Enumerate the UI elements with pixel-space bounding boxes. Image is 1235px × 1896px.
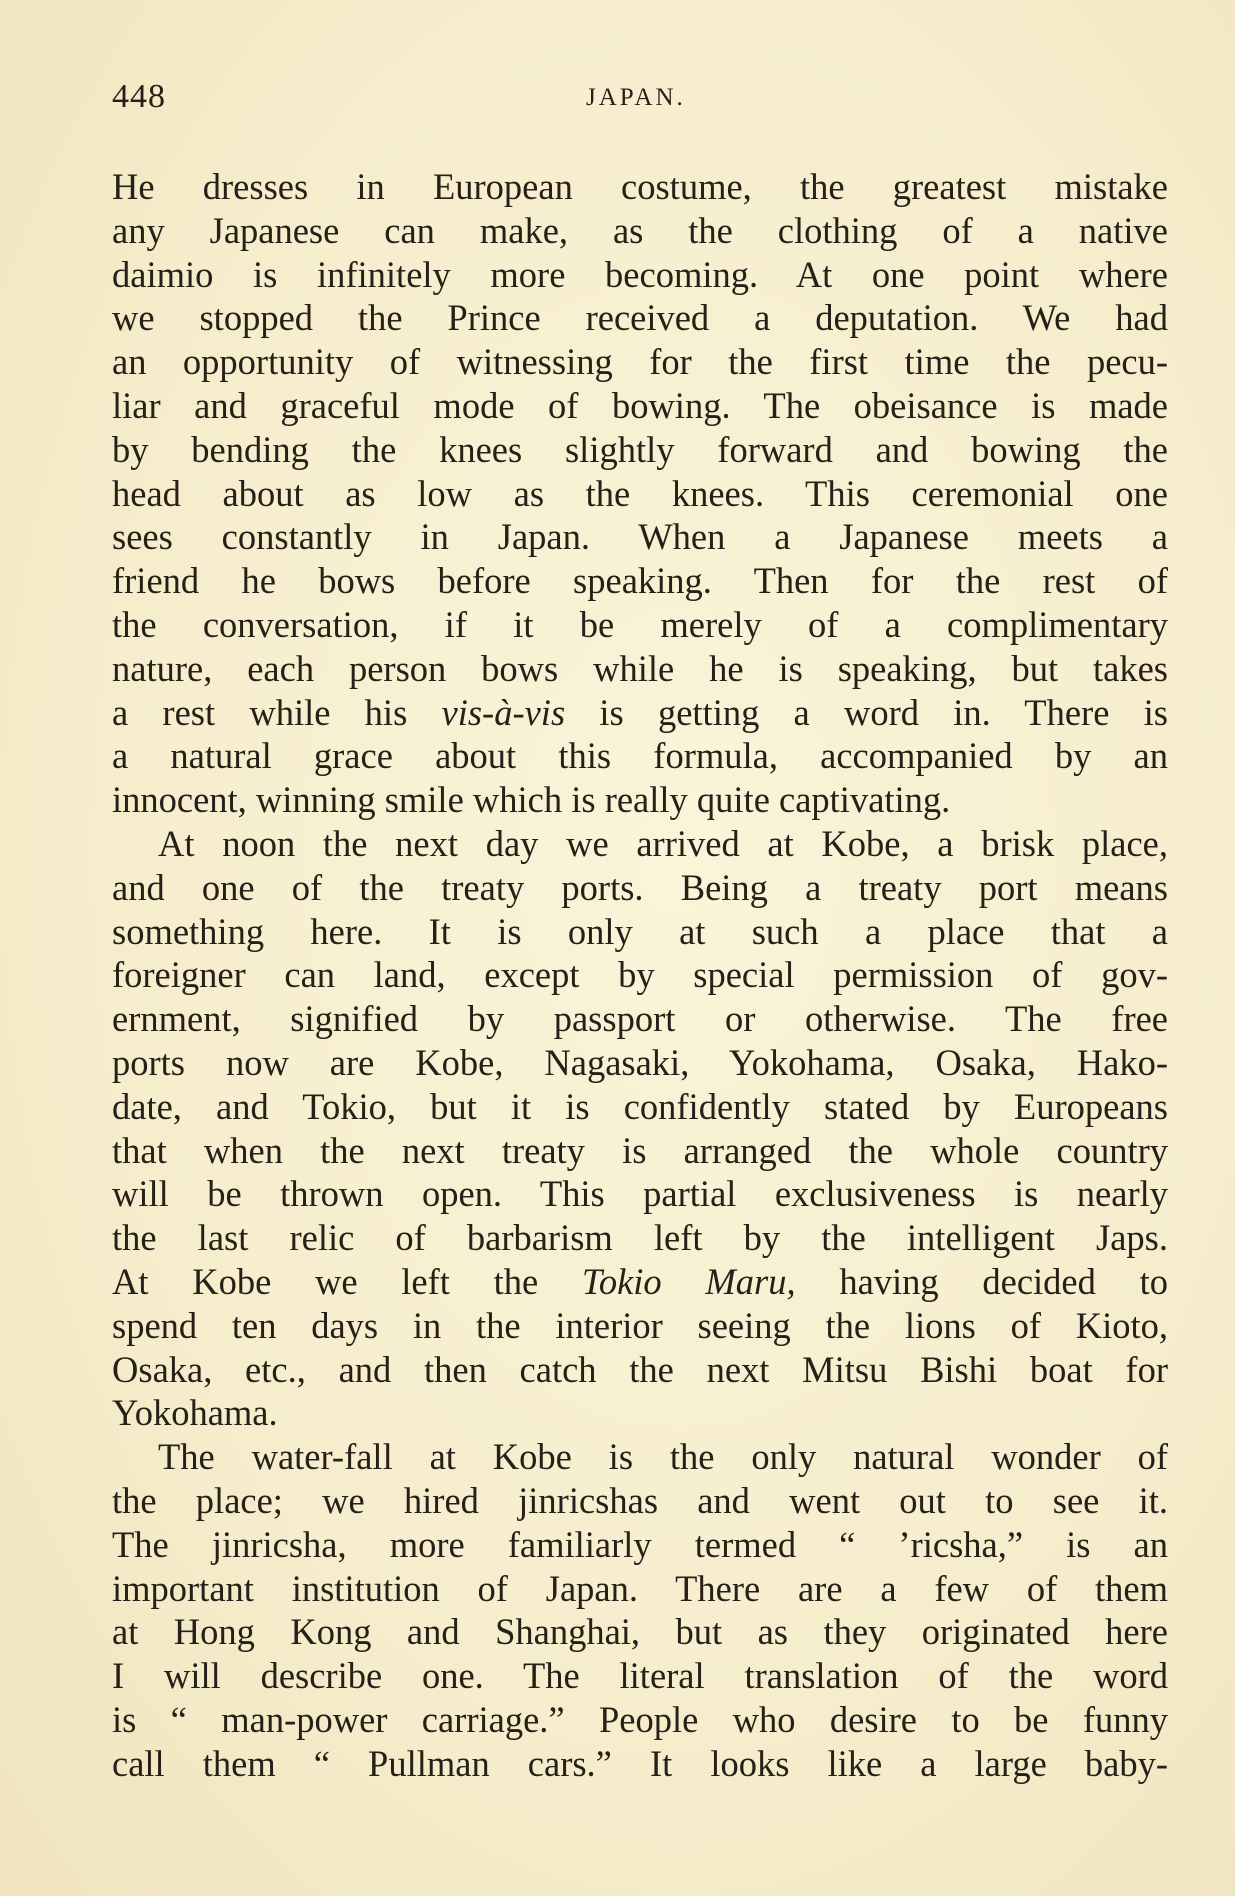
text-line: head about as low as the knees. This ceremonial one	[112, 472, 1168, 514]
text-line: an opportunity of witnessing for the first time the pecu-	[112, 341, 1168, 383]
text-line: nature, each person bows while he is speaking, but takes	[112, 647, 1168, 689]
text-line: innocent, winning smile which is really quite captivating.	[112, 779, 951, 821]
text-line: At noon the next day we arrived at Kobe, a brisk place,	[158, 822, 1168, 864]
text-line: ports now are Kobe, Nagasaki, Yokohama, Osaka, Hako-	[112, 1041, 1168, 1083]
text-line: friend he bows before speaking. Then for the rest of	[112, 560, 1168, 602]
text-line: I will describe one. The literal translation of the word	[112, 1655, 1168, 1697]
text-line: Osaka, etc., and then catch the next Mitsu Bishi boat for	[112, 1348, 1168, 1390]
text-line: that when the next treaty is arranged the whole country	[112, 1129, 1168, 1171]
italic-ship-name: Tokio Maru,	[581, 1260, 796, 1302]
running-head	[112, 78, 1168, 122]
text-line: liar and graceful mode of bowing. The obeisance is made	[112, 384, 1168, 426]
text-line: by bending the knees slightly forward and bowing the	[112, 428, 1168, 470]
text-line: we stopped the Prince received a deputation. We had	[112, 297, 1168, 339]
text-line: ernment, signified by passport or otherwise. The free	[112, 998, 1168, 1040]
text-line: something here. It is only at such a place that a	[112, 910, 1168, 952]
running-title: JAPAN.	[586, 84, 686, 111]
text-line: He dresses in European costume, the greatest mistake	[112, 166, 1168, 207]
text-line: a natural grace about this formula, accompanied by an	[112, 735, 1168, 777]
text-line: the last relic of barbarism left by the intelligent Japs.	[112, 1217, 1168, 1259]
text-line: any Japanese can make, as the clothing of a native	[112, 209, 1168, 251]
text-line: At Kobe we left the Tokio Maru, having decided to	[112, 1260, 1168, 1302]
page-number: 448	[112, 78, 166, 115]
text-line: and one of the treaty ports. Being a treaty port means	[112, 866, 1168, 908]
text-line: at Hong Kong and Shanghai, but as they originated here	[112, 1611, 1168, 1653]
text-line: foreigner can land, except by special permission of gov-	[112, 954, 1168, 996]
text-line: The water-fall at Kobe is the only natural wonder of	[158, 1436, 1168, 1478]
text-line: is “ man-power carriage.” People who desire to be funny	[112, 1698, 1168, 1740]
text-line: sees constantly in Japan. When a Japanese meets a	[112, 516, 1168, 558]
italic-term: vis-à-vis	[441, 691, 566, 733]
text-line: the place; we hired jinricshas and went out to see it.	[112, 1479, 1168, 1521]
text-line: will be thrown open. This partial exclusiveness is nearly	[112, 1173, 1168, 1215]
text-line: spend ten days in the interior seeing the lions of Kioto,	[112, 1304, 1168, 1346]
text-line: a rest while his vis-à-vis is getting a word in. There is	[112, 691, 1168, 733]
text-line: Yokohama.	[112, 1392, 278, 1434]
text-line: important institution of Japan. There are a few of them	[112, 1567, 1168, 1609]
text-line: the conversation, if it be merely of a complimentary	[112, 603, 1168, 645]
body-text	[112, 165, 1168, 1785]
text-line: daimio is infinitely more becoming. At one point where	[112, 253, 1168, 295]
text-line: date, and Tokio, but it is confidently stated by Europeans	[112, 1085, 1168, 1127]
text-line: call them “ Pullman cars.” It looks like a large baby-	[112, 1742, 1168, 1784]
text-line: The jinricsha, more familiarly termed “ ’ricsha,” is an	[112, 1523, 1168, 1565]
